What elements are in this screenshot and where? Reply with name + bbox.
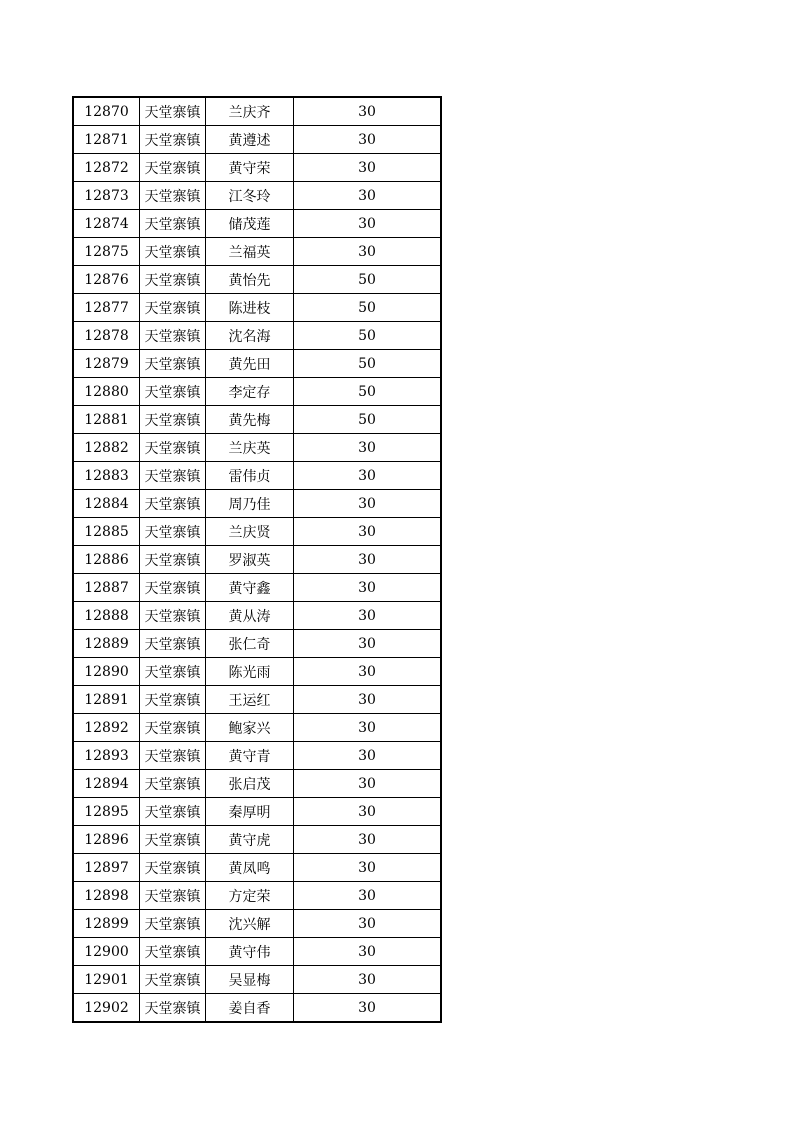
- name-cell: 兰庆贤: [206, 518, 294, 546]
- id-cell: 12891: [73, 686, 140, 714]
- table-row: [73, 462, 441, 490]
- id-cell: 12870: [73, 97, 140, 126]
- id-cell: 12893: [73, 742, 140, 770]
- id-cell: 12881: [73, 406, 140, 434]
- table-row: [73, 238, 441, 266]
- data-table: [72, 96, 442, 1023]
- name-cell: 黄守鑫: [206, 574, 294, 602]
- table-row: [73, 434, 441, 462]
- town-cell: 天堂寨镇: [140, 966, 206, 994]
- id-cell: 12874: [73, 210, 140, 238]
- id-cell: 12878: [73, 322, 140, 350]
- table-row: [73, 826, 441, 854]
- name-cell: 江冬玲: [206, 182, 294, 210]
- id-cell: 12901: [73, 966, 140, 994]
- town-cell: 天堂寨镇: [140, 210, 206, 238]
- name-cell: 兰庆英: [206, 434, 294, 462]
- id-cell: 12889: [73, 630, 140, 658]
- id-cell: 12900: [73, 938, 140, 966]
- name-cell: 雷伟贞: [206, 462, 294, 490]
- table-row: [73, 574, 441, 602]
- amount-cell: 30: [294, 490, 442, 518]
- table-row: [73, 994, 441, 1023]
- town-cell: 天堂寨镇: [140, 602, 206, 630]
- amount-cell: 50: [294, 266, 442, 294]
- id-cell: 12888: [73, 602, 140, 630]
- town-cell: 天堂寨镇: [140, 462, 206, 490]
- table-row: [73, 182, 441, 210]
- town-cell: 天堂寨镇: [140, 238, 206, 266]
- name-cell: 黄守青: [206, 742, 294, 770]
- name-cell: 黄从涛: [206, 602, 294, 630]
- town-cell: 天堂寨镇: [140, 910, 206, 938]
- amount-cell: 30: [294, 210, 442, 238]
- town-cell: 天堂寨镇: [140, 770, 206, 798]
- name-cell: 罗淑英: [206, 546, 294, 574]
- name-cell: 沈兴解: [206, 910, 294, 938]
- table-row: [73, 938, 441, 966]
- table-row: [73, 518, 441, 546]
- id-cell: 12884: [73, 490, 140, 518]
- table-body: [73, 97, 441, 1022]
- amount-cell: 30: [294, 434, 442, 462]
- table-row: [73, 602, 441, 630]
- town-cell: 天堂寨镇: [140, 378, 206, 406]
- town-cell: 天堂寨镇: [140, 434, 206, 462]
- name-cell: 张启茂: [206, 770, 294, 798]
- town-cell: 天堂寨镇: [140, 294, 206, 322]
- id-cell: 12886: [73, 546, 140, 574]
- town-cell: 天堂寨镇: [140, 182, 206, 210]
- town-cell: 天堂寨镇: [140, 574, 206, 602]
- id-cell: 12879: [73, 350, 140, 378]
- amount-cell: 30: [294, 854, 442, 882]
- amount-cell: 30: [294, 714, 442, 742]
- name-cell: 黄守荣: [206, 154, 294, 182]
- name-cell: 黄怡先: [206, 266, 294, 294]
- town-cell: 天堂寨镇: [140, 994, 206, 1023]
- amount-cell: 30: [294, 966, 442, 994]
- town-cell: 天堂寨镇: [140, 686, 206, 714]
- town-cell: 天堂寨镇: [140, 854, 206, 882]
- table-row: [73, 490, 441, 518]
- id-cell: 12899: [73, 910, 140, 938]
- town-cell: 天堂寨镇: [140, 154, 206, 182]
- amount-cell: 30: [294, 826, 442, 854]
- name-cell: 黄先梅: [206, 406, 294, 434]
- amount-cell: 50: [294, 378, 442, 406]
- name-cell: 兰福英: [206, 238, 294, 266]
- id-cell: 12890: [73, 658, 140, 686]
- amount-cell: 50: [294, 322, 442, 350]
- town-cell: 天堂寨镇: [140, 490, 206, 518]
- table-row: [73, 882, 441, 910]
- id-cell: 12880: [73, 378, 140, 406]
- amount-cell: 30: [294, 602, 442, 630]
- table-row: [73, 910, 441, 938]
- town-cell: 天堂寨镇: [140, 350, 206, 378]
- name-cell: 黄凤鸣: [206, 854, 294, 882]
- amount-cell: 30: [294, 97, 442, 126]
- amount-cell: 50: [294, 406, 442, 434]
- name-cell: 黄守伟: [206, 938, 294, 966]
- id-cell: 12902: [73, 994, 140, 1023]
- town-cell: 天堂寨镇: [140, 938, 206, 966]
- table-row: [73, 546, 441, 574]
- id-cell: 12875: [73, 238, 140, 266]
- town-cell: 天堂寨镇: [140, 546, 206, 574]
- table-row: [73, 322, 441, 350]
- town-cell: 天堂寨镇: [140, 126, 206, 154]
- table-row: [73, 210, 441, 238]
- table-row: [73, 126, 441, 154]
- amount-cell: 30: [294, 126, 442, 154]
- table-row: [73, 294, 441, 322]
- id-cell: 12876: [73, 266, 140, 294]
- name-cell: 姜自香: [206, 994, 294, 1023]
- id-cell: 12897: [73, 854, 140, 882]
- name-cell: 吴显梅: [206, 966, 294, 994]
- table-row: [73, 406, 441, 434]
- table-row: [73, 770, 441, 798]
- amount-cell: 30: [294, 994, 442, 1023]
- amount-cell: 30: [294, 798, 442, 826]
- name-cell: 张仁奇: [206, 630, 294, 658]
- amount-cell: 30: [294, 938, 442, 966]
- id-cell: 12883: [73, 462, 140, 490]
- town-cell: 天堂寨镇: [140, 518, 206, 546]
- id-cell: 12873: [73, 182, 140, 210]
- town-cell: 天堂寨镇: [140, 97, 206, 126]
- table-row: [73, 742, 441, 770]
- amount-cell: 30: [294, 462, 442, 490]
- town-cell: 天堂寨镇: [140, 658, 206, 686]
- amount-cell: 30: [294, 658, 442, 686]
- id-cell: 12877: [73, 294, 140, 322]
- name-cell: 王运红: [206, 686, 294, 714]
- table-row: [73, 378, 441, 406]
- town-cell: 天堂寨镇: [140, 882, 206, 910]
- amount-cell: 30: [294, 238, 442, 266]
- town-cell: 天堂寨镇: [140, 406, 206, 434]
- id-cell: 12894: [73, 770, 140, 798]
- table-row: [73, 714, 441, 742]
- id-cell: 12872: [73, 154, 140, 182]
- name-cell: 秦厚明: [206, 798, 294, 826]
- amount-cell: 30: [294, 742, 442, 770]
- amount-cell: 30: [294, 182, 442, 210]
- town-cell: 天堂寨镇: [140, 798, 206, 826]
- table-row: [73, 350, 441, 378]
- id-cell: 12895: [73, 798, 140, 826]
- amount-cell: 30: [294, 770, 442, 798]
- id-cell: 12885: [73, 518, 140, 546]
- amount-cell: 30: [294, 630, 442, 658]
- town-cell: 天堂寨镇: [140, 322, 206, 350]
- table-row: [73, 97, 441, 126]
- name-cell: 方定荣: [206, 882, 294, 910]
- name-cell: 周乃佳: [206, 490, 294, 518]
- amount-cell: 30: [294, 546, 442, 574]
- amount-cell: 30: [294, 154, 442, 182]
- table-row: [73, 854, 441, 882]
- name-cell: 黄先田: [206, 350, 294, 378]
- town-cell: 天堂寨镇: [140, 266, 206, 294]
- amount-cell: 50: [294, 294, 442, 322]
- name-cell: 陈光雨: [206, 658, 294, 686]
- amount-cell: 30: [294, 882, 442, 910]
- id-cell: 12887: [73, 574, 140, 602]
- name-cell: 兰庆齐: [206, 97, 294, 126]
- id-cell: 12898: [73, 882, 140, 910]
- name-cell: 李定存: [206, 378, 294, 406]
- table-row: [73, 966, 441, 994]
- name-cell: 鲍家兴: [206, 714, 294, 742]
- id-cell: 12882: [73, 434, 140, 462]
- amount-cell: 30: [294, 518, 442, 546]
- name-cell: 陈进枝: [206, 294, 294, 322]
- town-cell: 天堂寨镇: [140, 714, 206, 742]
- id-cell: 12892: [73, 714, 140, 742]
- name-cell: 黄遵述: [206, 126, 294, 154]
- table-row: [73, 798, 441, 826]
- table-row: [73, 266, 441, 294]
- id-cell: 12871: [73, 126, 140, 154]
- amount-cell: 30: [294, 686, 442, 714]
- table-row: [73, 630, 441, 658]
- table-row: [73, 658, 441, 686]
- amount-cell: 30: [294, 574, 442, 602]
- name-cell: 沈名海: [206, 322, 294, 350]
- town-cell: 天堂寨镇: [140, 630, 206, 658]
- town-cell: 天堂寨镇: [140, 742, 206, 770]
- table-row: [73, 686, 441, 714]
- name-cell: 黄守虎: [206, 826, 294, 854]
- id-cell: 12896: [73, 826, 140, 854]
- town-cell: 天堂寨镇: [140, 826, 206, 854]
- table-row: [73, 154, 441, 182]
- name-cell: 储茂莲: [206, 210, 294, 238]
- amount-cell: 30: [294, 910, 442, 938]
- amount-cell: 50: [294, 350, 442, 378]
